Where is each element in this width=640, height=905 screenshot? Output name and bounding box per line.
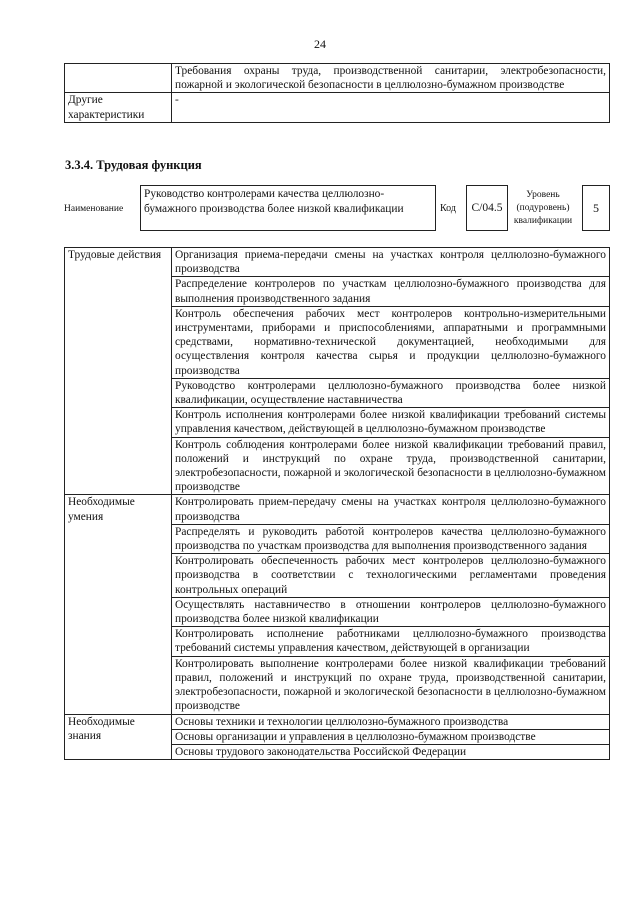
section-item: Контролировать выполнение контролерами более низкой квалификации требований правил, положений и инструкций по охране труда, производственной санитарии, электробезопасности, пожарной и экологической безопасности в целлюлозно-бумажном производстве (172, 656, 610, 714)
section-item: Распределение контролеров по участкам целлюлозно-бумажного производства для выполнения производственного задания (172, 277, 610, 306)
main-table (64, 247, 610, 760)
page-number: 24 (314, 37, 326, 51)
table-row (65, 714, 610, 729)
section-label: Необходимые знания (65, 714, 172, 760)
table-row (65, 248, 610, 277)
section-item: Организация приема-передачи смены на участках контроля целлюлозно-бумажного производства (172, 248, 610, 277)
table-row (65, 64, 610, 93)
code-value: С/04.5 (466, 185, 508, 231)
level-label: Уровень (подуровень) квалификации (513, 190, 573, 226)
section-item: Контролировать прием-передачу смены на участках контроля целлюлозно-бумажного производства (172, 495, 610, 524)
row-text: Требования охраны труда, производственной санитарии, электробезопасности, пожарной и экологической безопасности в целлюлозно-бумажном производстве (172, 64, 610, 93)
section-item: Основы организации и управления в целлюлозно-бумажном производстве (172, 729, 610, 744)
section-item: Контроль исполнения контролерами более низкой квалификации требований системы управления качеством, действующей в целлюлозно-бумажном производстве (172, 408, 610, 437)
row-text: - (172, 93, 610, 122)
section-label: Необходимые умения (65, 495, 172, 714)
section-item: Распределять и руководить работой контролеров качества целлюлозно-бумажного производства по участкам производства для выполнения производственного задания (172, 524, 610, 553)
table-row (65, 495, 610, 524)
code-label: Код (440, 203, 456, 214)
section-item: Контроль соблюдения контролерами более низкой квалификации требований правил, положений и инструкций по охране труда, производственной санитарии, электробезопасности, пожарной и экологической безопасности в целлюлозно-бумажном производстве (172, 437, 610, 495)
name-value: Руководство контролерами качества целлюлозно-бумажного производства более низкой квалификации (140, 185, 436, 231)
section-item: Контролировать исполнение работниками целлюлозно-бумажного производства требований системы управления качеством, действующей в организации (172, 627, 610, 656)
section-item: Основы техники и технологии целлюлозно-бумажного производства (172, 714, 610, 729)
row-label: Другие характеристики (65, 93, 172, 122)
section-item: Контролировать обеспеченность рабочих мест контролеров целлюлозно-бумажного производства в соответствии с технологическими регламентами проведения контрольных операций (172, 554, 610, 598)
section-item: Контроль обеспечения рабочих мест контролеров контрольно-измерительными инструментами, приборами и приспособлениями, аппаратными и программными средствами, нормативно-технической документацией, необходимыми для осуществления контроля качества сырья и продукции целлюлозно-бумажного производства (172, 306, 610, 378)
section-label: Трудовые действия (65, 248, 172, 495)
name-label: Наименование (64, 204, 124, 214)
section-item: Основы трудового законодательства Российской Федерации (172, 744, 610, 759)
table-row (65, 93, 610, 122)
section-item: Осуществлять наставничество в отношении контролеров целлюлозно-бумажного производства более низкой квалификации (172, 597, 610, 626)
level-value: 5 (582, 185, 610, 231)
top-table (64, 63, 610, 123)
section-item: Руководство контролерами целлюлозно-бумажного производства более низкой квалификации, осуществление наставничества (172, 378, 610, 407)
row-label (65, 64, 172, 93)
section-title: 3.3.4. Трудовая функция (65, 158, 202, 172)
